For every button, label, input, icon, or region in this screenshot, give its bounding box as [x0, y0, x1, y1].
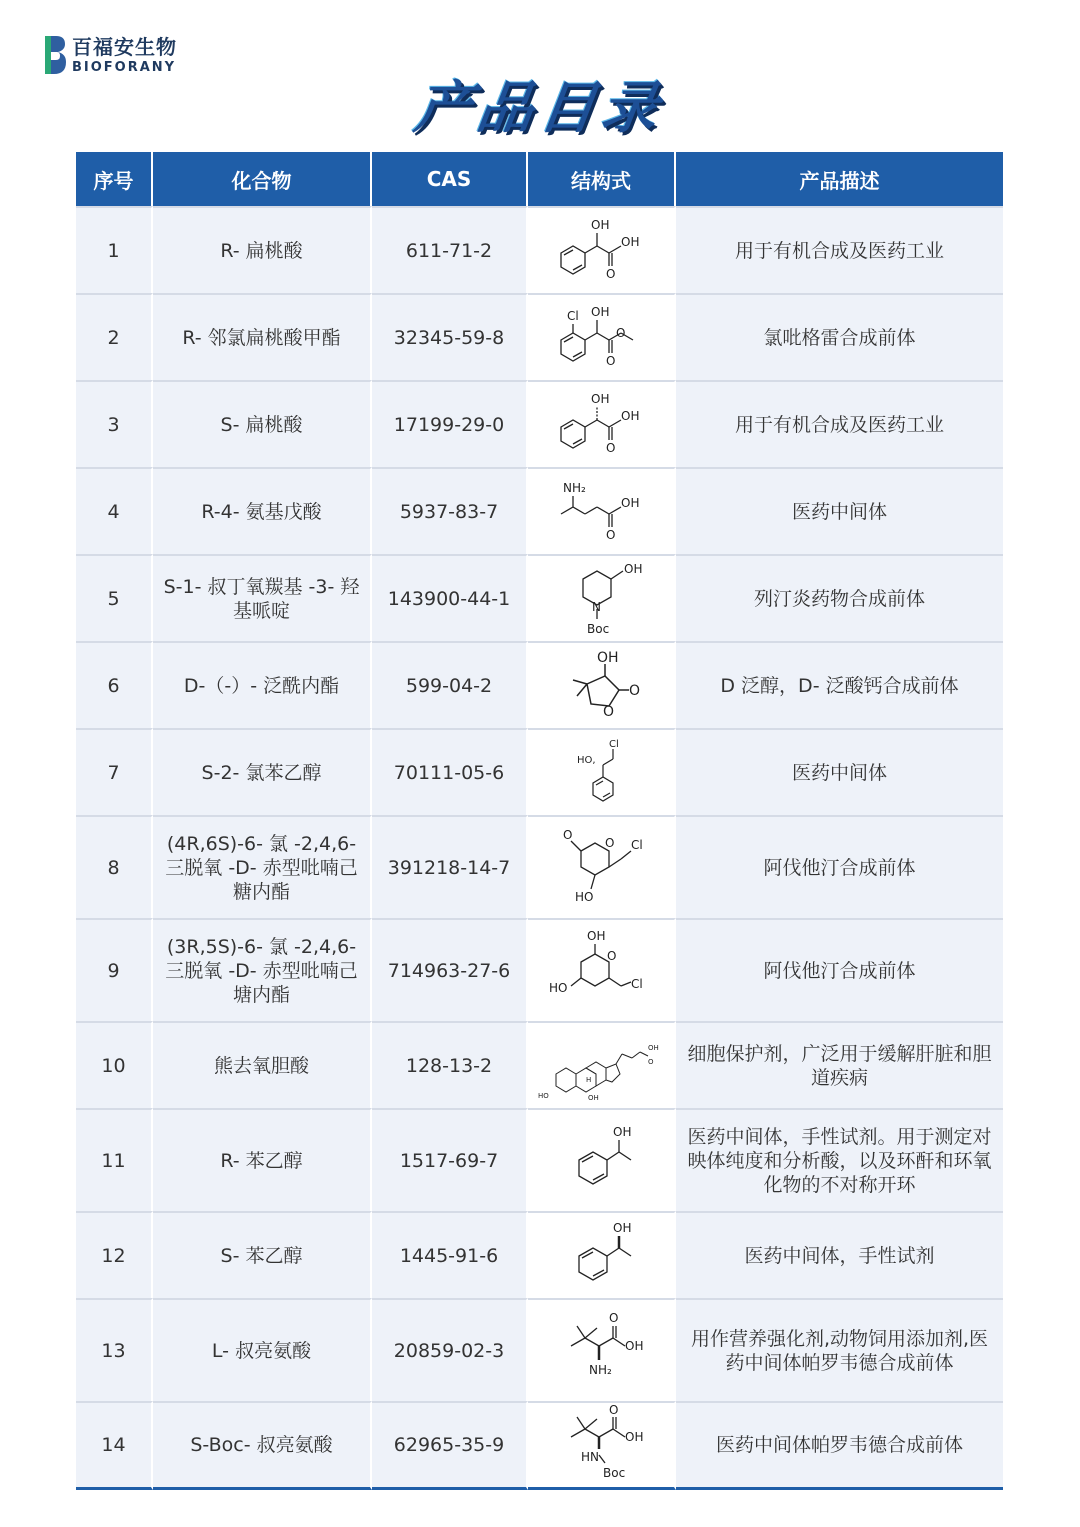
oh-label: OH [588, 1093, 599, 1102]
chloromandelate-methyl-ester-icon [541, 298, 661, 378]
product-description: 用作营养强化剂,动物饲用添加剂,医药中间体帕罗韦德合成前体 [676, 1298, 1003, 1401]
aminopentanoic-acid-icon [541, 472, 661, 552]
structure-cell [528, 1108, 676, 1211]
cl-label: Cl [631, 837, 643, 852]
header-description: 产品描述 [676, 152, 1003, 206]
boc-label: Boc [587, 621, 610, 636]
table-row [76, 641, 1003, 728]
phenylethanol-icon [541, 1214, 661, 1298]
structure-cell [528, 206, 676, 293]
row-number: 3 [76, 380, 153, 467]
structure-cell [528, 380, 676, 467]
cl-label: Cl [609, 738, 619, 750]
product-description: D 泛醇，D- 泛酸钙合成前体 [676, 641, 1003, 728]
oh-label: OH [648, 1043, 659, 1052]
row-number: 2 [76, 293, 153, 380]
ho-label: HO [538, 1091, 549, 1100]
cl-label: Cl [567, 308, 579, 323]
product-description: 用于有机合成及医药工业 [676, 206, 1003, 293]
product-description: 细胞保护剂，广泛用于缓解肝脏和胆道疾病 [676, 1021, 1003, 1108]
oh-label: OH [621, 495, 640, 510]
product-description: 用于有机合成及医药工业 [676, 380, 1003, 467]
o-label: O [629, 682, 641, 699]
table-row [76, 1108, 1003, 1211]
structure-cell [528, 1021, 676, 1108]
compound-name: L- 叔亮氨酸 [153, 1298, 372, 1401]
compound-name: (4R,6S)-6- 氯 -2,4,6- 三脱氧 -D- 赤型吡喃己糖内酯 [153, 815, 372, 918]
table-row [76, 293, 1003, 380]
table-row [76, 206, 1003, 293]
table-row [76, 1401, 1003, 1490]
cas-number: 391218-14-7 [372, 815, 528, 918]
brand-name-cn: 百福安生物 [72, 34, 177, 59]
oh-label: OH [625, 1430, 644, 1444]
boc-hydroxypiperidine-icon [541, 557, 661, 641]
o-label: O [606, 527, 616, 542]
table-row [76, 1211, 1003, 1298]
nh2-label: NH₂ [563, 480, 586, 495]
nh2-label: NH₂ [589, 1362, 612, 1377]
pyranone-lactone-icon [541, 823, 661, 913]
structure-cell [528, 1298, 676, 1401]
table-row [76, 554, 1003, 641]
header-structure: 结构式 [528, 152, 676, 206]
header-cas: CAS [372, 152, 528, 206]
oh-label: OH [591, 304, 610, 319]
table-row [76, 467, 1003, 554]
cas-number: 128-13-2 [372, 1021, 528, 1108]
row-number: 10 [76, 1021, 153, 1108]
structure-cell [528, 641, 676, 728]
cas-number: 714963-27-6 [372, 918, 528, 1021]
pyranose-icon [541, 926, 661, 1016]
product-description: 医药中间体帕罗韦德合成前体 [676, 1401, 1003, 1490]
table-row [76, 1298, 1003, 1401]
n-label: N [592, 599, 601, 614]
cas-number: 70111-05-6 [372, 728, 528, 815]
o-label: O [606, 353, 616, 368]
product-description: 医药中间体 [676, 728, 1003, 815]
cas-number: 611-71-2 [372, 206, 528, 293]
compound-name: D-（-）- 泛酰内酯 [153, 641, 372, 728]
product-description: 医药中间体，手性试剂 [676, 1211, 1003, 1298]
product-description: 列汀炎药物合成前体 [676, 554, 1003, 641]
tert-leucine-icon [541, 1306, 661, 1396]
o-label: O [606, 266, 616, 281]
structure-cell [528, 815, 676, 918]
cas-number: 20859-02-3 [372, 1298, 528, 1401]
o-label: O [605, 835, 615, 850]
compound-name: S- 扁桃酸 [153, 380, 372, 467]
row-number: 13 [76, 1298, 153, 1401]
compound-name: S-Boc- 叔亮氨酸 [153, 1401, 372, 1490]
table-row [76, 815, 1003, 918]
o-label: O [616, 325, 626, 340]
o-label: O [563, 827, 573, 842]
product-description: 阿伐他汀合成前体 [676, 815, 1003, 918]
compound-name: R- 扁桃酸 [153, 206, 372, 293]
mandelic-acid-icon [541, 211, 661, 291]
header-no: 序号 [76, 152, 153, 206]
mandelic-acid-icon [541, 385, 661, 465]
oh-label: OH [613, 1124, 632, 1139]
cas-number: 62965-35-9 [372, 1401, 528, 1490]
oh-label: OH [591, 217, 610, 232]
compound-name: R- 邻氯扁桃酸甲酯 [153, 293, 372, 380]
boc-tert-leucine-icon [541, 1403, 661, 1487]
table-row [76, 380, 1003, 467]
structure-cell [528, 1401, 676, 1490]
cl-label: Cl [631, 976, 643, 991]
product-catalog-table [76, 152, 1003, 1490]
structure-cell [528, 728, 676, 815]
row-number: 5 [76, 554, 153, 641]
structure-cell [528, 554, 676, 641]
oh-label: OH [625, 1338, 644, 1353]
row-number: 4 [76, 467, 153, 554]
compound-name: 熊去氧胆酸 [153, 1021, 372, 1108]
oh-label: OH [613, 1220, 632, 1235]
structure-cell [528, 918, 676, 1021]
table-row [76, 1021, 1003, 1108]
structure-cell [528, 1211, 676, 1298]
cas-number: 17199-29-0 [372, 380, 528, 467]
o-label: O [609, 1403, 619, 1417]
ho-label: HO [549, 980, 568, 995]
table-row [76, 728, 1003, 815]
row-number: 6 [76, 641, 153, 728]
product-description: 阿伐他汀合成前体 [676, 918, 1003, 1021]
header-compound: 化合物 [153, 152, 372, 206]
structure-cell [528, 467, 676, 554]
compound-name: S- 苯乙醇 [153, 1211, 372, 1298]
steroid-icon [536, 1026, 666, 1106]
table-header-row [76, 152, 1003, 206]
o-label: O [609, 1310, 619, 1325]
row-number: 8 [76, 815, 153, 918]
compound-name: (3R,5S)-6- 氯 -2,4,6- 三脱氧 -D- 赤型吡喃己塘内酯 [153, 918, 372, 1021]
compound-name: R- 苯乙醇 [153, 1108, 372, 1211]
page-title: 产品目录 [410, 76, 668, 141]
row-number: 9 [76, 918, 153, 1021]
table-row [76, 918, 1003, 1021]
o-label: O [603, 703, 615, 720]
h-label: H [586, 1075, 592, 1084]
row-number: 14 [76, 1401, 153, 1490]
cas-number: 599-04-2 [372, 641, 528, 728]
oh-label: OH [587, 928, 606, 943]
o-label: O [607, 948, 617, 963]
oh-label: OH [621, 234, 640, 249]
o-label: O [648, 1057, 654, 1066]
cas-number: 143900-44-1 [372, 554, 528, 641]
oh-label: OH [621, 408, 640, 423]
oh-label: OH [597, 649, 619, 666]
oh-label: OH [591, 391, 610, 406]
ho-label: HO [575, 889, 594, 904]
row-number: 12 [76, 1211, 153, 1298]
chlorophenylethanol-icon [541, 733, 661, 813]
o-label: O [606, 440, 616, 455]
structure-cell [528, 293, 676, 380]
phenylethanol-icon [541, 1116, 661, 1206]
brand-name-en: BIOFORANY [72, 59, 177, 75]
pantolactone-icon [541, 646, 661, 726]
boc-label: Boc [603, 1466, 626, 1480]
compound-name: S-2- 氯苯乙醇 [153, 728, 372, 815]
oh-label: OH [624, 561, 643, 576]
product-description: 氯吡格雷合成前体 [676, 293, 1003, 380]
row-number: 7 [76, 728, 153, 815]
cas-number: 5937-83-7 [372, 467, 528, 554]
row-number: 11 [76, 1108, 153, 1211]
product-description: 医药中间体，手性试剂。用于测定对映体纯度和分析酸，以及环酐和环氧化物的不对称开环 [676, 1108, 1003, 1211]
compound-name: S-1- 叔丁氧羰基 -3- 羟基哌啶 [153, 554, 372, 641]
row-number: 1 [76, 206, 153, 293]
ho-label: HO, [577, 754, 596, 766]
hn-label: HN [581, 1450, 599, 1464]
cas-number: 1445-91-6 [372, 1211, 528, 1298]
cas-number: 1517-69-7 [372, 1108, 528, 1211]
cas-number: 32345-59-8 [372, 293, 528, 380]
compound-name: R-4- 氨基戊酸 [153, 467, 372, 554]
product-description: 医药中间体 [676, 467, 1003, 554]
